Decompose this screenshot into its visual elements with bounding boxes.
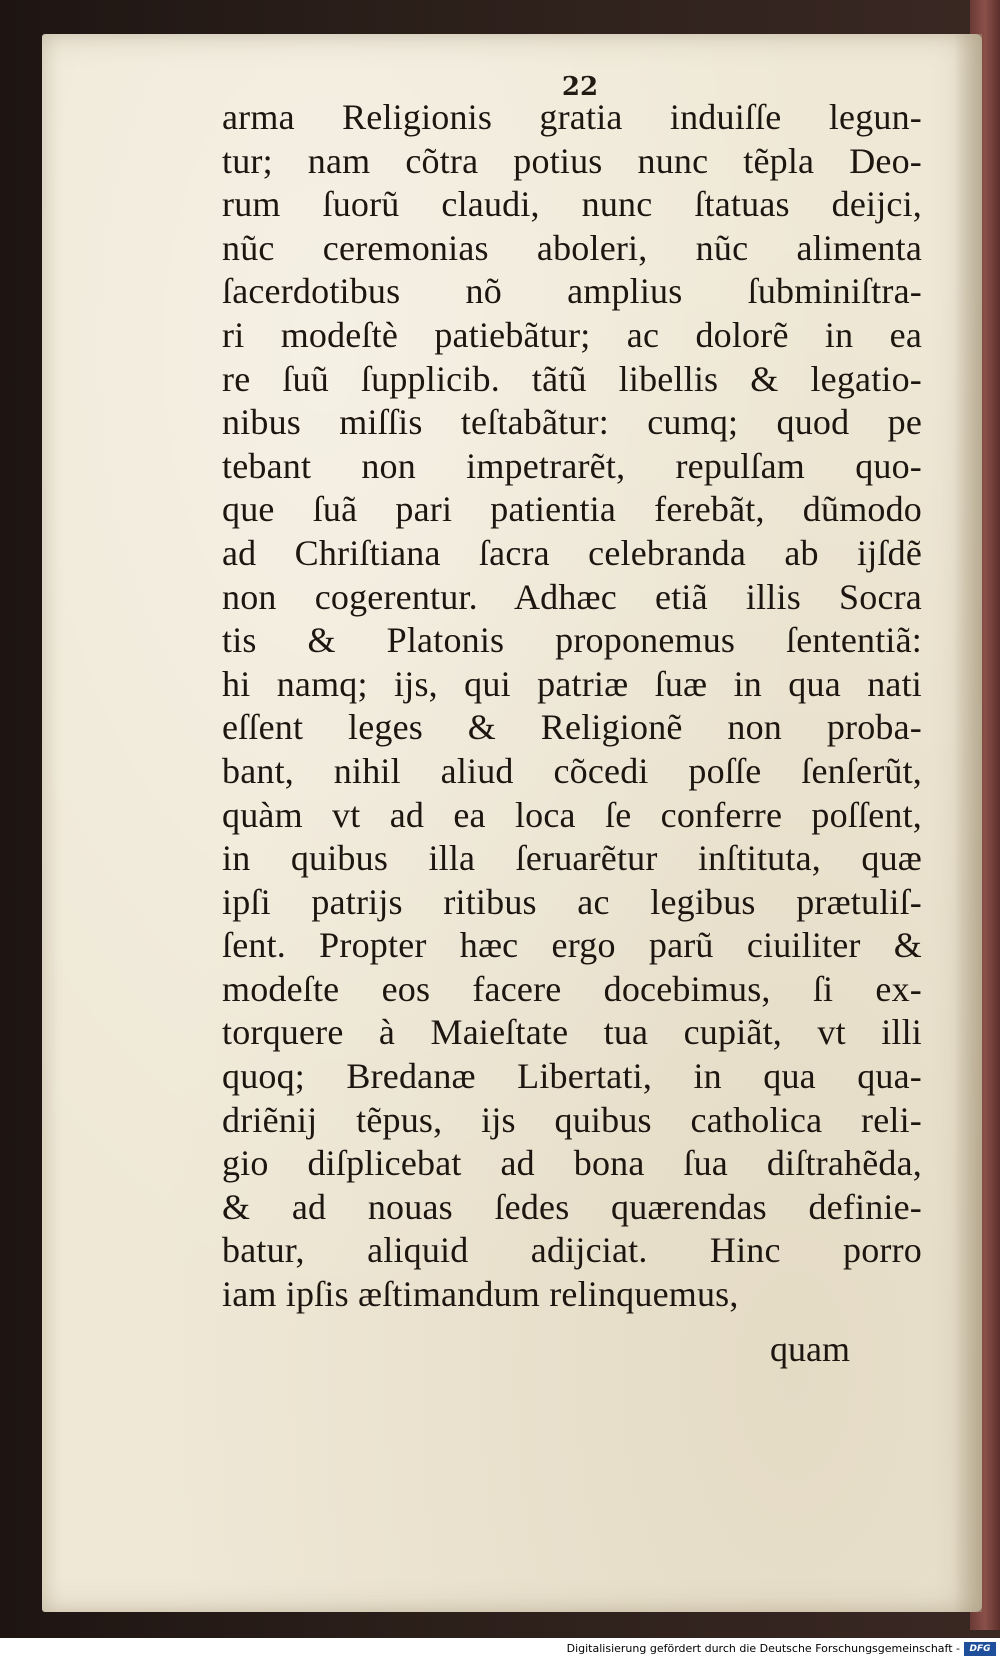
text-line: quàm vt ad ea loca ſe conferre poſſent,: [222, 794, 922, 835]
text-line: que ſuã pari patientia ferebãt, dũmodo: [222, 489, 922, 530]
text-line: tur; nam cõtra potius nunc tẽpla Deo-: [222, 140, 922, 181]
text-line: torquere à Maieſtate tua cupiãt, vt illi: [222, 1012, 922, 1053]
text-line: arma Religionis gratia induiſſe legun-: [222, 97, 922, 137]
footer-credit: Digitalisierung gefördert durch die Deutsche Forschungsgemeinschaft -: [566, 1642, 960, 1655]
text-line: re ſuũ ſupplicib. tãtũ libellis & legatio-: [222, 358, 922, 399]
text-line: gio diſplicebat ad bona ſua diſtrahẽda,: [222, 1143, 922, 1184]
text-line: & ad nouas ſedes quærendas definie-: [222, 1186, 922, 1227]
dfg-logo-badge: DFG: [964, 1642, 996, 1656]
text-line: modeſte eos facere docebimus, ſi ex-: [222, 968, 922, 1009]
text-line: tis & Platonis proponemus ſententiã:: [222, 620, 922, 661]
text-line: batur, aliquid adijciat. Hinc porro: [222, 1230, 922, 1271]
text-line: in quibus illa ſeruarẽtur inſtituta, quæ: [222, 838, 922, 879]
text-line: quoq; Bredanæ Libertati, in qua qua-: [222, 1056, 922, 1097]
page-edge-shadow: [954, 34, 982, 1612]
text-line: nũc ceremonias aboleri, nũc alimenta: [222, 227, 922, 268]
text-line: non cogerentur. Adhæc etiã illis Socra: [222, 576, 922, 617]
text-line: hi namq; ijs, qui patriæ ſuæ in qua nati: [222, 663, 922, 704]
text-line: ipſi patrijs ritibus ac legibus prætuliſ-: [222, 881, 922, 922]
text-line: iam ipſis æſtimandum relinquemus,: [222, 1274, 739, 1315]
text-line: ſacerdotibus nõ amplius ſubminiſtra-: [222, 271, 922, 312]
text-line: rum ſuorũ claudi, nunc ſtatuas deijci,: [222, 184, 922, 225]
text-line: nibus miſſis teſtabãtur: cumq; quod pe: [222, 402, 922, 443]
text-line: tebant non impetrarẽt, repulſam quo-: [222, 445, 922, 486]
text-line: ri modeſtè patiebãtur; ac dolorẽ in ea: [222, 314, 922, 355]
text-line: ſent. Propter hæc ergo parũ ciuiliter &: [222, 925, 922, 966]
text-line: bant, nihil aliud cõcedi poſſe ſenſerũt,: [222, 750, 922, 791]
page-number: 22: [561, 72, 599, 102]
text-line: eſſent leges & Religionẽ non proba-: [222, 707, 922, 748]
text-line: driẽnij tẽpus, ijs quibus catholica reli-: [222, 1099, 922, 1140]
text-line: ad Chriſtiana ſacra celebranda ab ijſdẽ: [222, 532, 922, 573]
catchword: quam: [770, 1329, 850, 1369]
digitization-footer: [0, 1638, 1000, 1658]
body-text: [222, 96, 922, 1317]
